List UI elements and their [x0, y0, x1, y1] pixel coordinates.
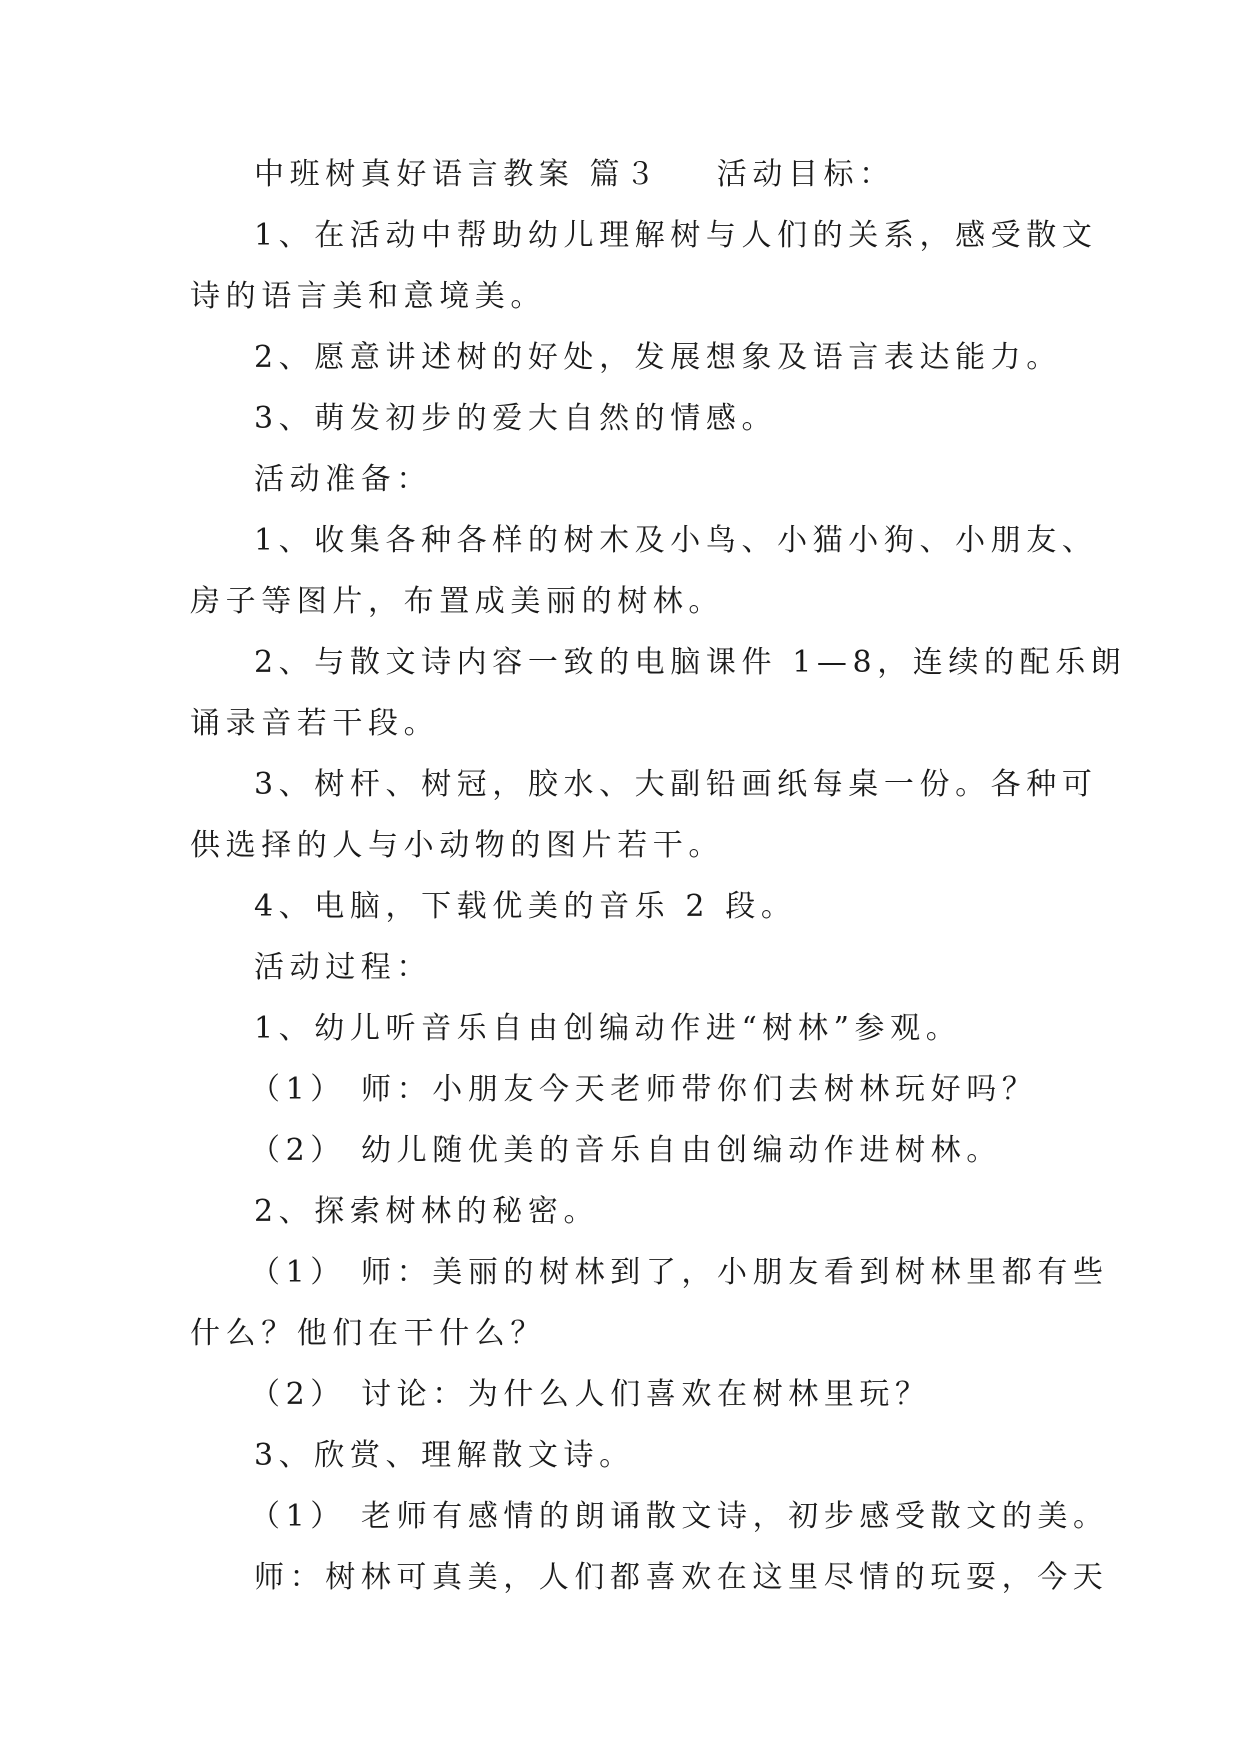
document-body — [190, 157, 1127, 1624]
paragraph-line: 1、幼儿听音乐自由创编动作进“树林”参观。 — [254, 1011, 962, 1046]
paragraph-line: （1） 老师有感情的朗诵散文诗，初步感受散文的美。 — [250, 1499, 1109, 1534]
paragraph-line: 房子等图片，布置成美丽的树林。 — [190, 584, 724, 619]
paragraph-line: （1） 师：小朋友今天老师带你们去树林玩好吗？ — [250, 1072, 1038, 1107]
section-heading-process: 活动过程： — [254, 950, 432, 985]
paragraph-line: （2） 讨论：为什么人们喜欢在树林里玩？ — [250, 1377, 931, 1412]
paragraph-line: 3、欣赏、理解散文诗。 — [254, 1438, 635, 1473]
paragraph-line: 2、与散文诗内容一致的电脑课件 1—8，连续的配乐朗 — [254, 645, 1127, 680]
paragraph-line: 1、在活动中帮助幼儿理解树与人们的关系，感受散文 — [254, 218, 1098, 253]
section-heading-preparation: 活动准备： — [254, 462, 432, 497]
paragraph-line: 师：树林可真美，人们都喜欢在这里尽情的玩耍，今天 — [254, 1560, 1109, 1595]
paragraph-line: 3、萌发初步的爱大自然的情感。 — [254, 401, 778, 436]
paragraph-line: （1） 师：美丽的树林到了，小朋友看到树林里都有些 — [250, 1255, 1109, 1290]
paragraph-line: 供选择的人与小动物的图片若干。 — [190, 828, 724, 863]
section-heading-goals: 活动目标： — [716, 157, 895, 192]
document-title: 中班树真好语言教案 篇３ — [254, 157, 661, 192]
paragraph-line: 诗的语言美和意境美。 — [190, 279, 546, 314]
paragraph-line: 4、电脑，下载优美的音乐 2 段。 — [254, 889, 797, 924]
paragraph-line: 3、树杆、树冠，胶水、大副铅画纸每桌一份。各种可 — [254, 767, 1098, 802]
document-title-line — [190, 157, 1060, 192]
paragraph-line: （2） 幼儿随优美的音乐自由创编动作进树林。 — [250, 1133, 1002, 1168]
paragraph-line: 什么？他们在干什么？ — [190, 1316, 546, 1351]
paragraph-line: 2、探索树林的秘密。 — [254, 1194, 600, 1229]
paragraph-line: 2、愿意讲述树的好处，发展想象及语言表达能力。 — [254, 340, 1062, 375]
paragraph-line: 诵录音若干段。 — [190, 706, 440, 741]
paragraph-line: 1、收集各种各样的树木及小鸟、小猫小狗、小朋友、 — [254, 523, 1098, 558]
